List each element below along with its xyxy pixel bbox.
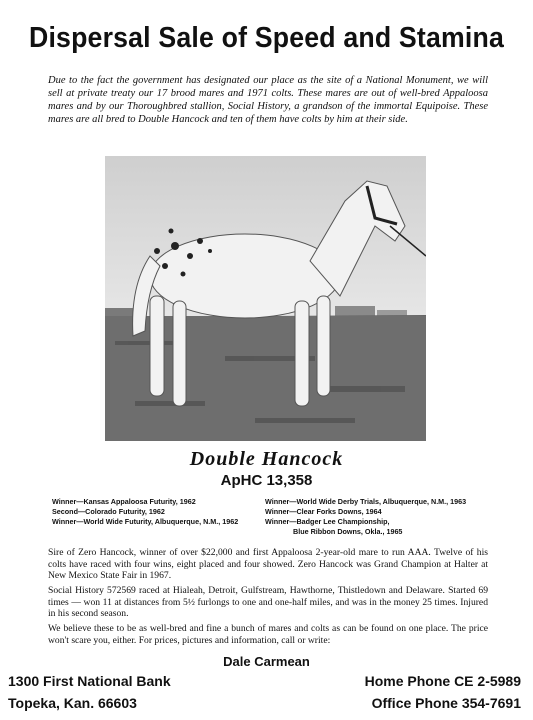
race-record-item: Winner—Clear Forks Downs, 1964 (265, 507, 382, 516)
closing-paragraph: We believe these to be as well-bred and fine a bunch of mares and colts as can be found on one place. The price won't scare you, either. For prices, pictures and information, call or write: (48, 623, 488, 646)
race-record-item: Winner—World Wide Derby Trials, Albuquerque, N.M., 1963 (265, 497, 467, 506)
social-history-paragraph: Social History 572569 raced at Hialeah, Detroit, Gulfstream, Hawthorne, Thistledown and Delaware. Started 69 times — won 11 at distances from 5½ furlongs to one and one-half miles, and was in the money 25 times. Injured in his second season. (48, 585, 488, 620)
race-record-left (52, 497, 267, 527)
race-record-right (265, 497, 495, 537)
race-record-item: Winner—Kansas Appaloosa Futurity, 1962 (52, 497, 196, 506)
horse-photo (105, 156, 426, 441)
race-record-item: Blue Ribbon Downs, Okla., 1965 (293, 527, 403, 536)
race-record-item: Winner—Badger Lee Championship, (265, 517, 390, 526)
office-phone: Office Phone 354-7691 (371, 695, 521, 711)
horse-name: Double Hancock (189, 448, 344, 470)
contact-name: Dale Carmean (223, 654, 310, 669)
home-phone: Home Phone CE 2-5989 (364, 673, 521, 689)
race-record-item: Winner—World Wide Futurity, Albuquerque, N.M., 1962 (52, 517, 239, 526)
address-line-2: Topeka, Kan. 66603 (8, 695, 137, 711)
address-line-1: 1300 First National Bank (8, 673, 171, 689)
ad-headline: Dispersal Sale of Speed and Stamina (28, 22, 504, 54)
sire-paragraph: Sire of Zero Hancock, winner of over $22,000 and first Appaloosa 2-year-old mare to run AAA. Twelve of his colts have raced with four wins, eight placed and four showed. Zero Hancock was Grand Champion at Halter at New Mexico State Fair in 1967. (48, 547, 488, 582)
registration-number: ApHC 13,358 (220, 472, 313, 489)
intro-paragraph: Due to the fact the government has designated our place as the site of a National Monument, we will sell at private treaty our 17 brood mares and 1971 colts. These mares are out of well-bred Appaloosa mares and by our Thoroughbred stallion, Social History, a grandson of the immortal Equipoise. These mares are all bred to Double Hancock and ten of them have colts by him at their side. (48, 75, 488, 125)
horse-photo-illustration (105, 156, 426, 441)
race-record-item: Second—Colorado Futurity, 1962 (52, 507, 165, 516)
